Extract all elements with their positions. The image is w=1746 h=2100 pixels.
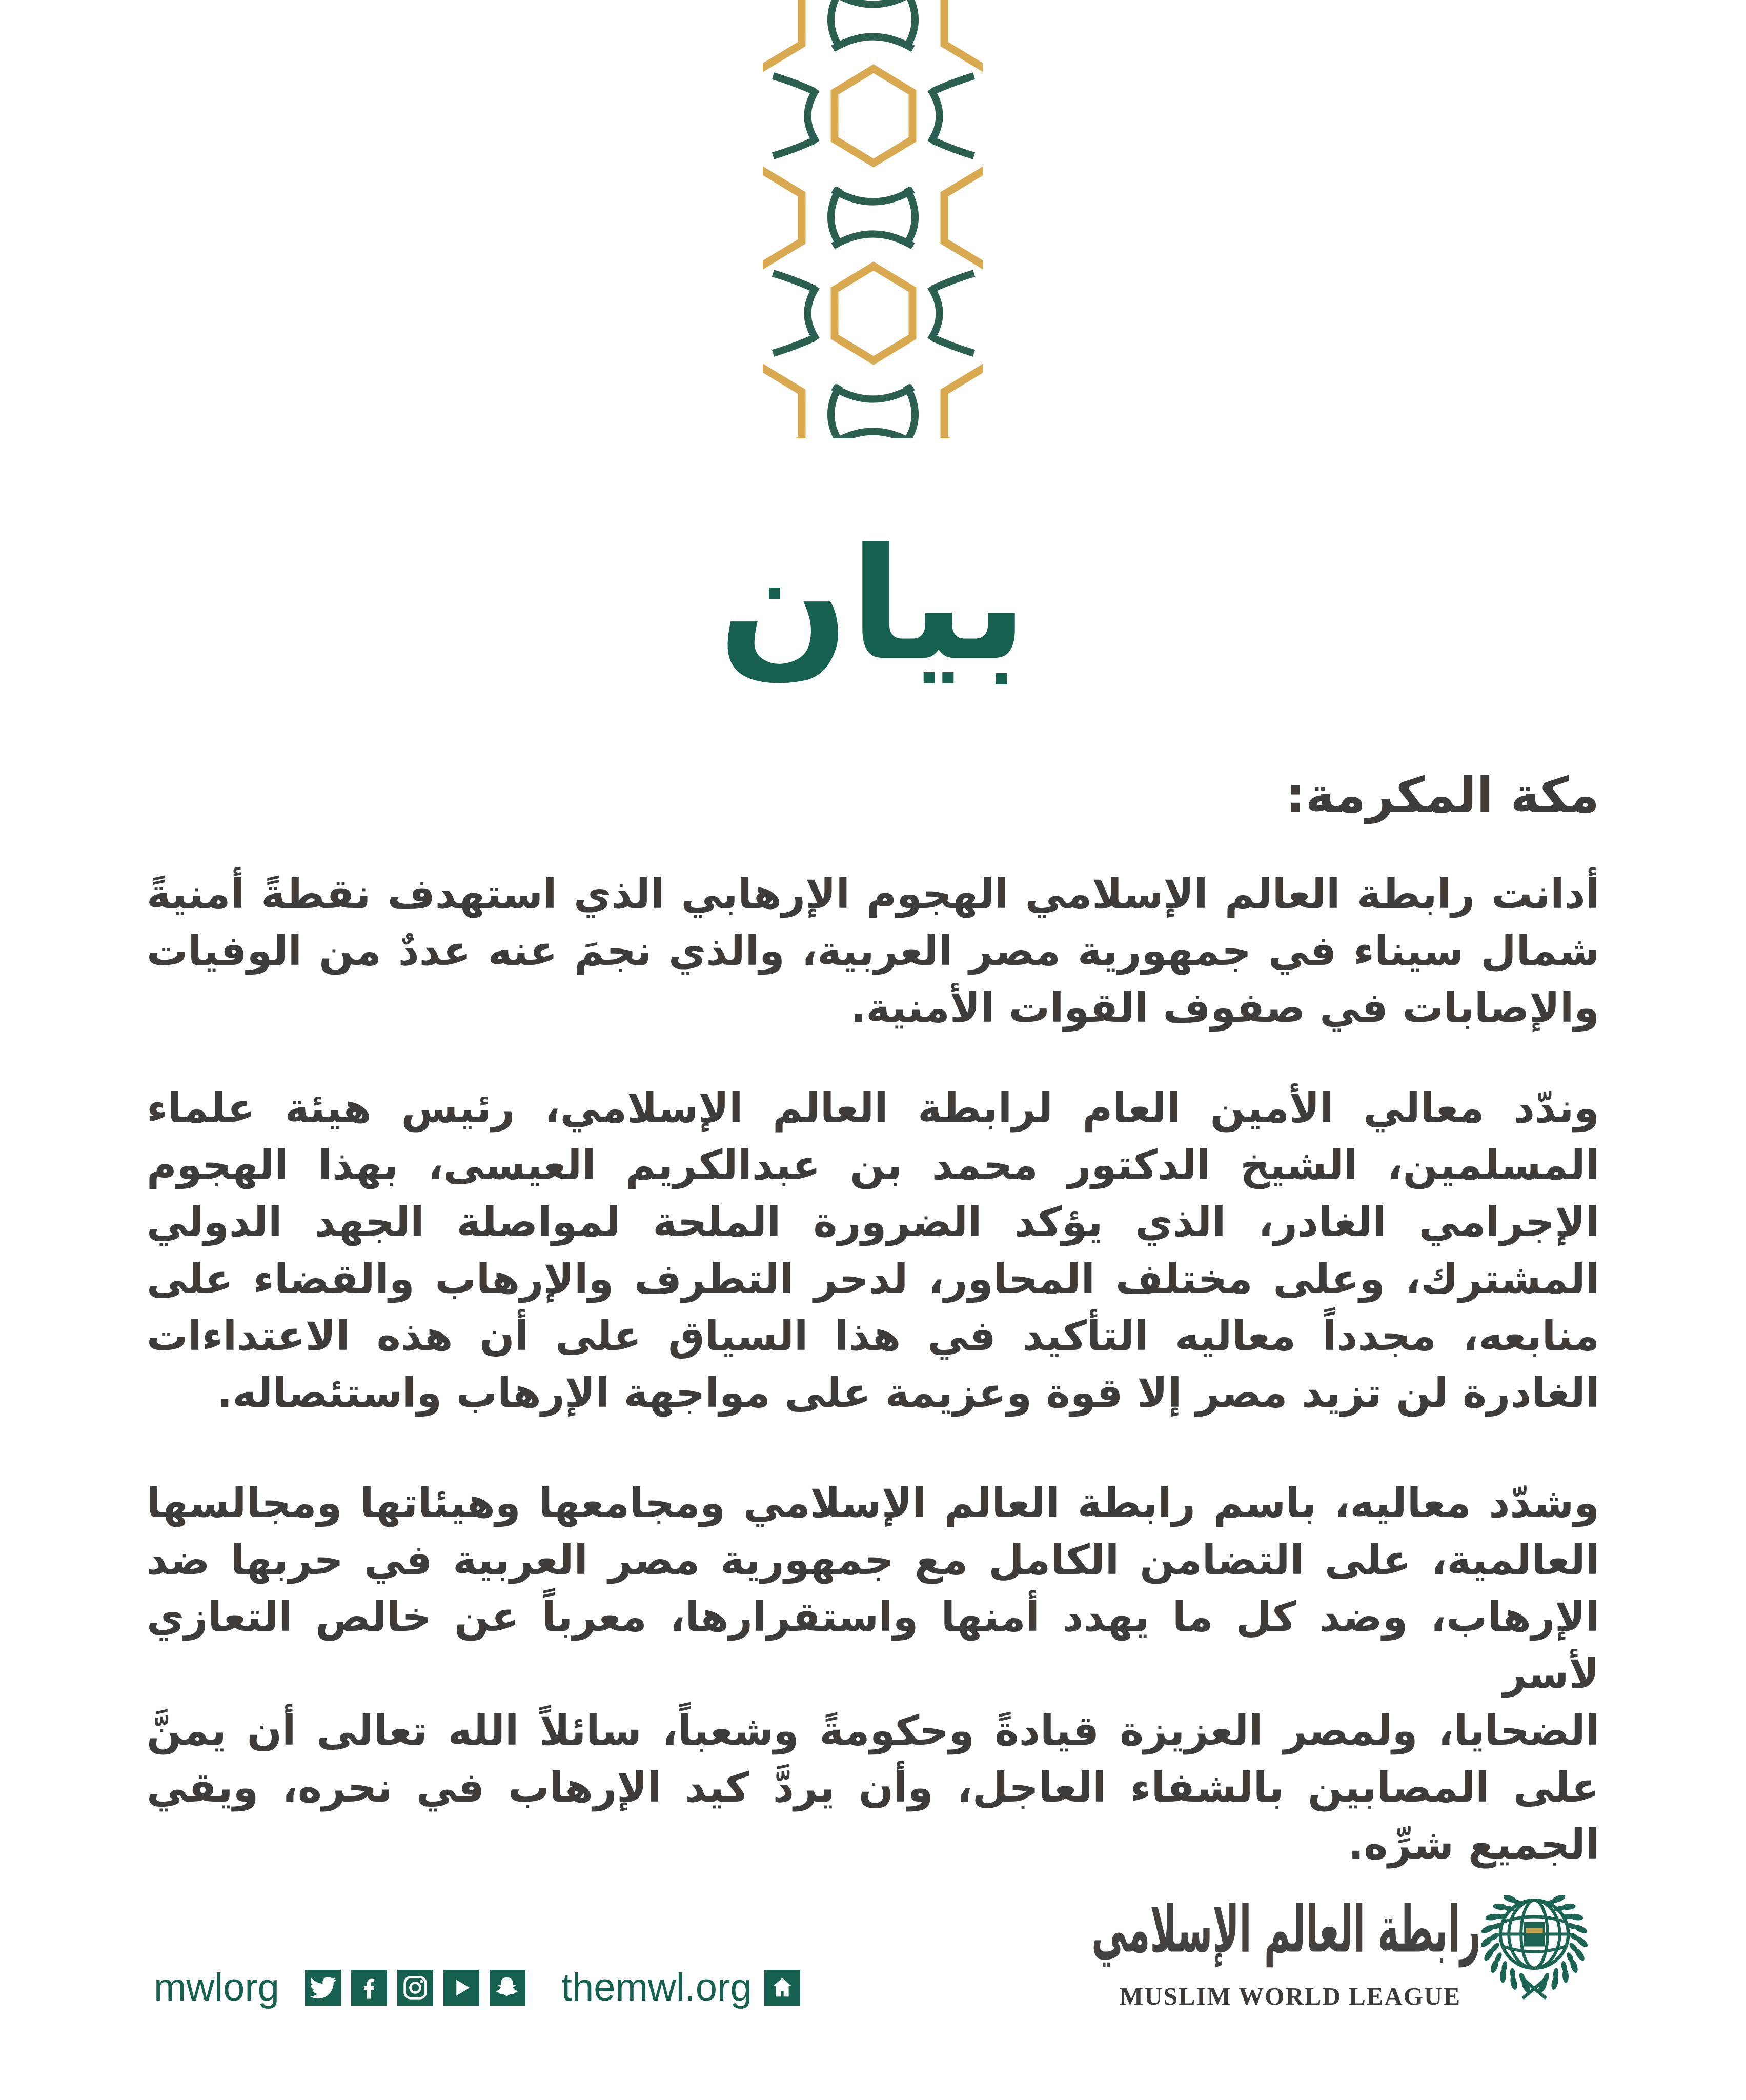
text-line: المسلمين، الشيخ الدكتور محمد بن عبدالكريم العيسى، بهذا الهجوم xyxy=(147,1141,1599,1189)
snapchat-icon[interactable] xyxy=(490,1970,525,2006)
text-line: شمال سيناء في جمهورية مصر العربية، والذي نجمَ عنه عددٌ من الوفيات xyxy=(147,927,1599,975)
paragraph-3 xyxy=(147,1475,1599,1873)
youtube-icon[interactable] xyxy=(443,1970,479,2006)
facebook-icon[interactable] xyxy=(351,1970,387,2006)
text-line: الجميع شرِّه. xyxy=(1348,1821,1599,1868)
text-line: الإجرامي الغادر، الذي يؤكد الضرورة الملحة لمواصلة الجهد الدولي xyxy=(147,1198,1599,1246)
footer-social-bar xyxy=(154,1968,800,2008)
text-line: وشدّد معاليه، باسم رابطة العالم الإسلامي ومجامعها وهيئاتها ومجالسها xyxy=(147,1479,1599,1527)
social-handle[interactable]: mwlorg xyxy=(154,1966,279,2009)
home-icon[interactable] xyxy=(764,1970,800,2006)
mwl-logo-english: MUSLIM WORLD LEAGUE xyxy=(1120,1982,1461,2010)
page-title: بيان xyxy=(718,515,1028,694)
text-line: المشترك، وعلى مختلف المحاور، لدحر التطرف والإرهاب والقضاء على xyxy=(147,1255,1599,1303)
text-line: أدانت رابطة العالم الإسلامي الهجوم الإرهابي الذي استهدف نقطةً أمنيةً xyxy=(147,870,1599,918)
twitter-icon[interactable] xyxy=(305,1970,341,2006)
text-line: العالمية، على التضامن الكامل مع جمهورية مصر العربية في حربها ضد xyxy=(147,1536,1599,1584)
website-link[interactable]: themwl.org xyxy=(561,1966,752,2009)
paragraph-1 xyxy=(147,865,1599,1036)
text-line: منابعه، مجدداً معاليه التأكيد في هذا السياق على أن هذه الاعتداءات xyxy=(147,1312,1599,1360)
mwl-emblem-icon xyxy=(1476,1884,1592,2002)
paragraph-2 xyxy=(147,1080,1599,1421)
instagram-icon[interactable] xyxy=(397,1970,433,2006)
islamic-geometric-pattern xyxy=(763,0,983,438)
text-line: على المصابين بالشفاء العاجل، وأن يردَّ كيد الإرهاب في نحره، ويقي xyxy=(147,1764,1599,1811)
location-heading: مكة المكرمة: xyxy=(1286,766,1599,824)
mwl-logo-arabic-calligraphy: رابطة العالم الإسلامي xyxy=(1091,1891,1481,1967)
mwl-logo xyxy=(1091,1874,1592,2010)
text-line: وندّد معالي الأمين العام لرابطة العالم الإسلامي، رئيس هيئة علماء xyxy=(147,1084,1599,1132)
text-line: الغادرة لن تزيد مصر إلا قوة وعزيمة على مواجهة الإرهاب واستئصاله. xyxy=(216,1369,1599,1417)
text-line: الإرهاب، وضد كل ما يهدد أمنها واستقرارها، معرباً عن خالص التعازي لأسر xyxy=(147,1593,1599,1698)
text-line: والإصابات في صفوف القوات الأمنية. xyxy=(850,984,1599,1032)
text-line: الضحايا، ولمصر العزيزة قيادةً وحكومةً وشعباً، سائلاً الله تعالى أن يمنَّ xyxy=(147,1707,1599,1754)
